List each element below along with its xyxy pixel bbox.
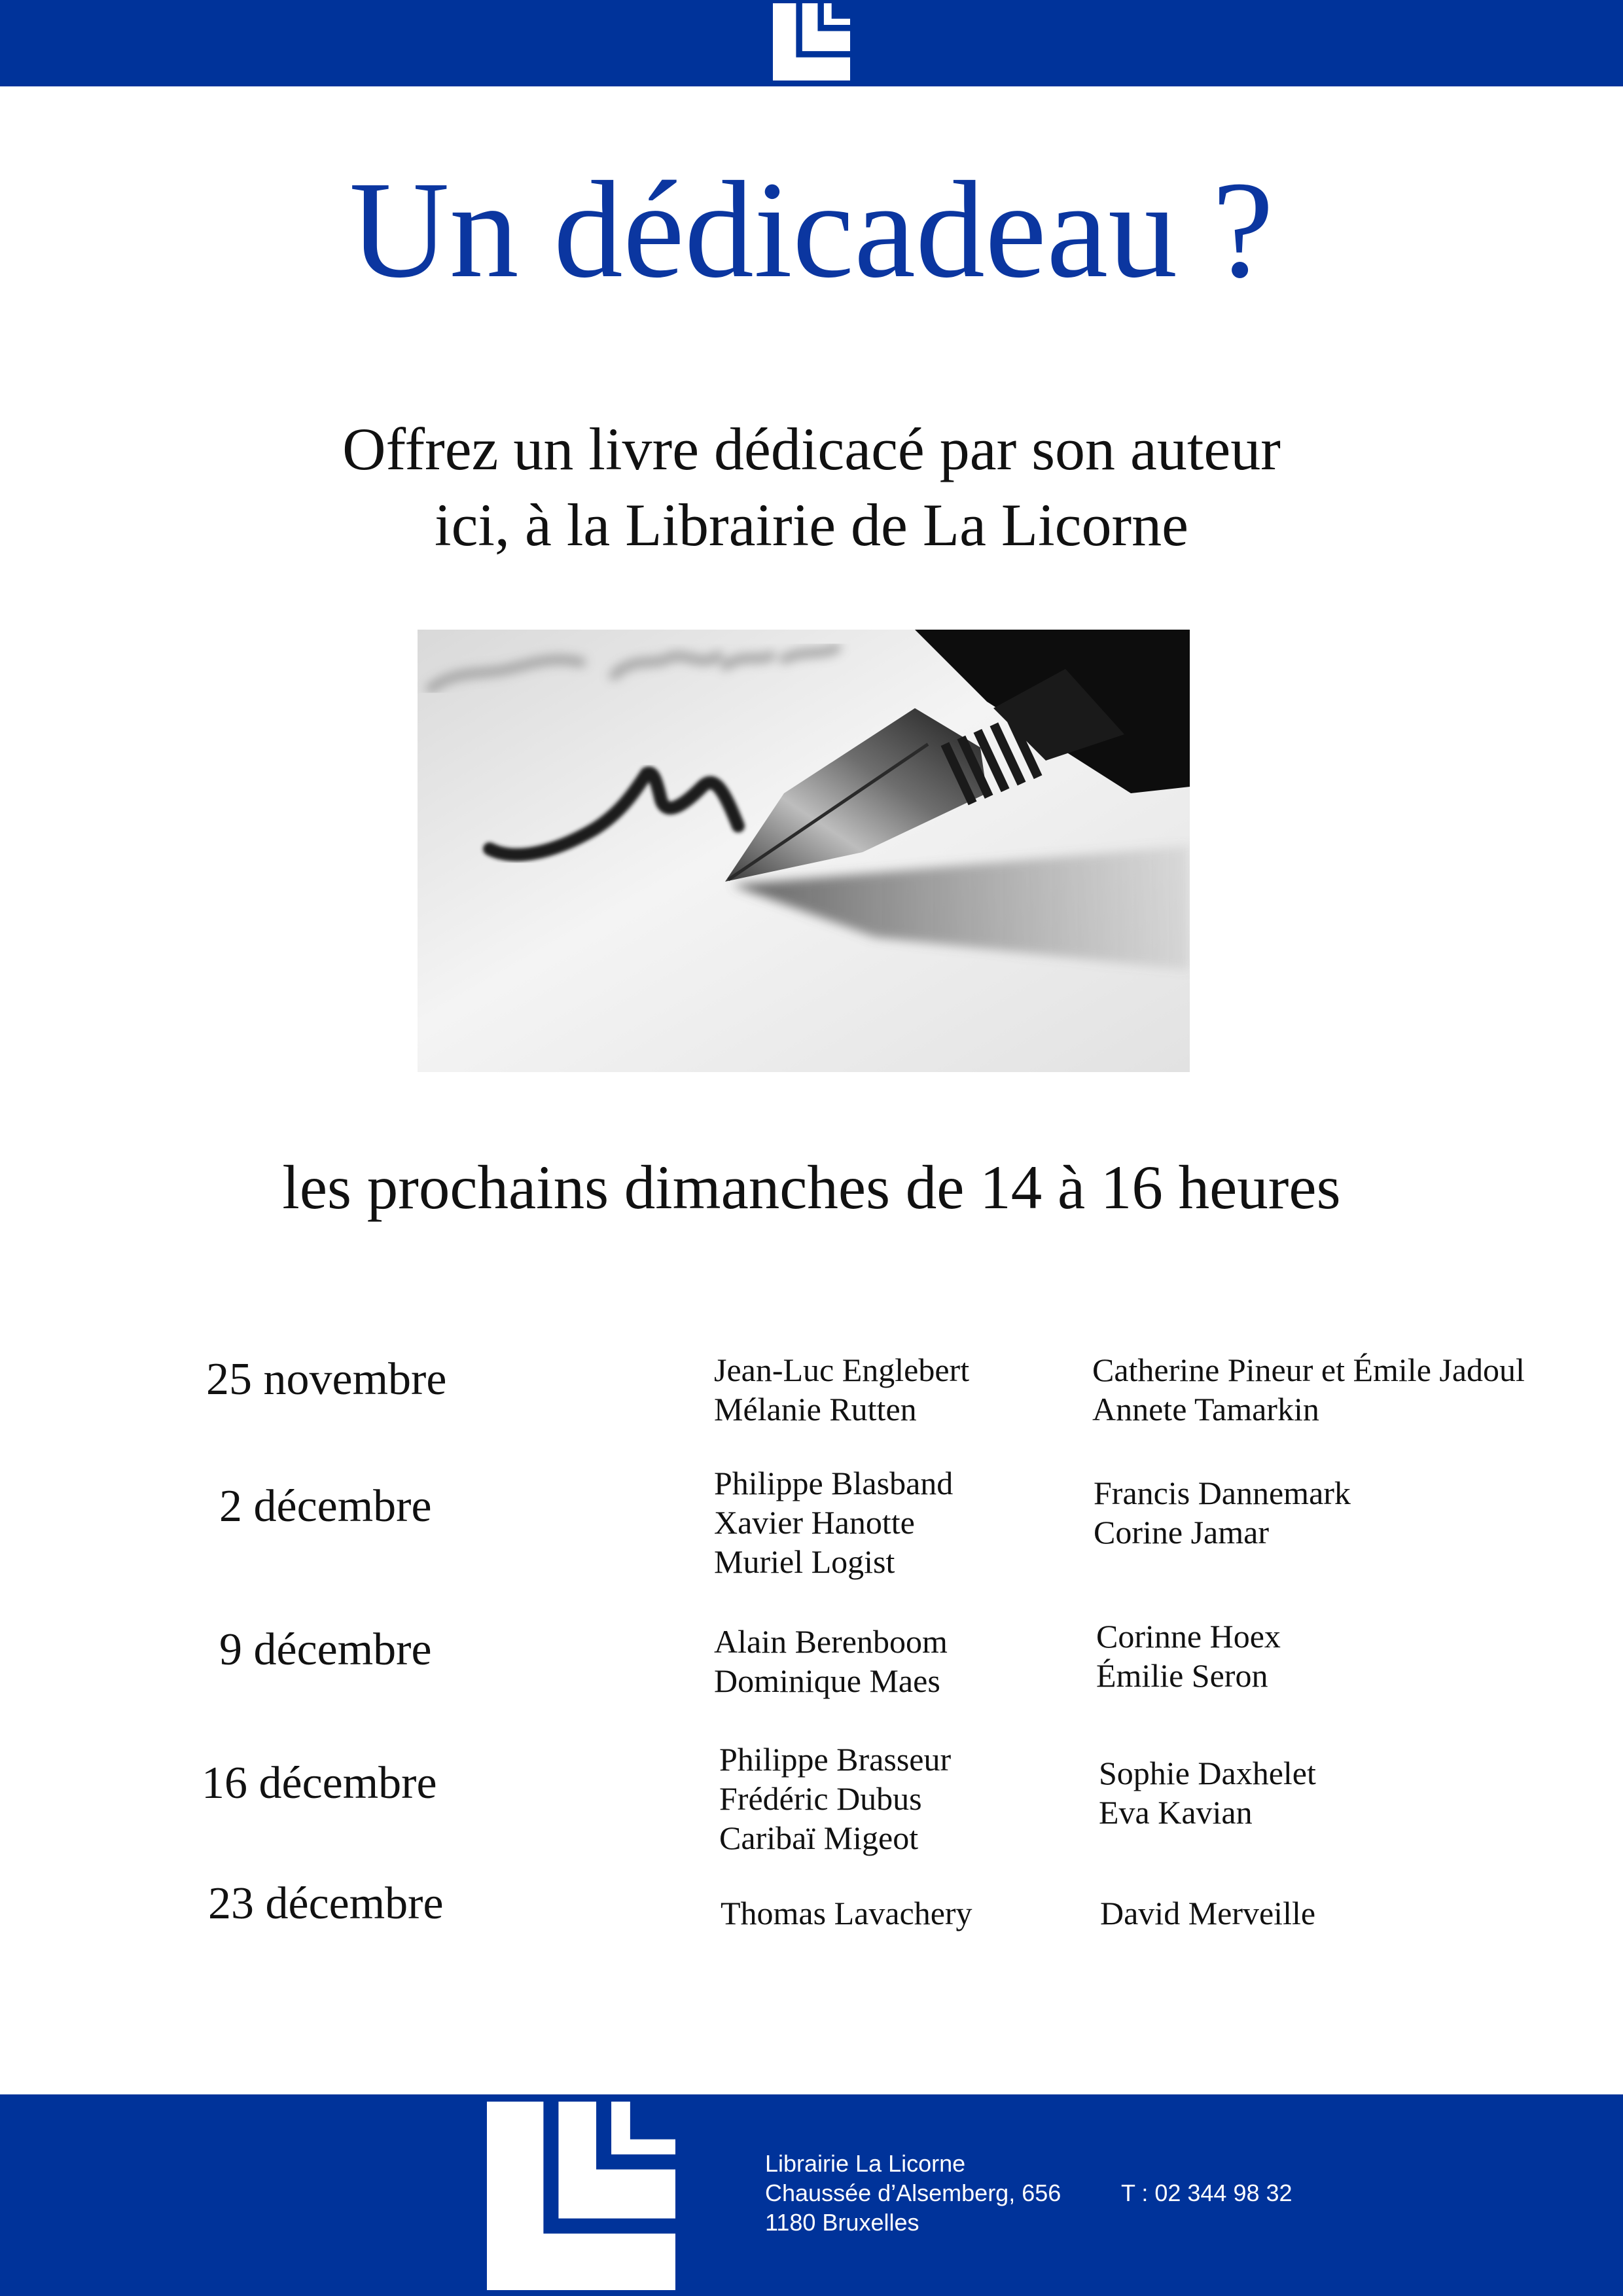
author-name: David Merveille (1100, 1895, 1316, 1931)
author-name: Catherine Pineur et Émile Jadoul (1092, 1352, 1525, 1388)
author-name: Annete Tamarkin (1092, 1391, 1319, 1427)
schedule-authors-3a (714, 1622, 948, 1700)
author-name: Sophie Daxhelet (1099, 1755, 1316, 1791)
schedule-authors-1a (714, 1350, 969, 1429)
librairie-logo-icon (487, 2101, 675, 2291)
schedule-date-3: 9 décembre (219, 1624, 432, 1675)
schedule-authors-5a (721, 1893, 972, 1933)
schedule-authors-4a (719, 1740, 951, 1857)
author-name: Muriel Logist (714, 1543, 895, 1580)
subtitle (0, 411, 1623, 563)
author-name: Corinne Hoex (1096, 1618, 1281, 1655)
schedule-authors-2a (714, 1463, 953, 1581)
schedule-date-1: 25 novembre (206, 1354, 447, 1405)
fountain-pen-photo (418, 630, 1190, 1072)
schedule-date-2: 2 décembre (219, 1481, 432, 1532)
footer-street: Chaussée d’Alsemberg, 656 (765, 2179, 1061, 2206)
author-name: Caribaï Migeot (719, 1820, 919, 1856)
schedule-date-5: 23 décembre (208, 1878, 444, 1929)
footer-name: Librairie La Licorne (765, 2150, 966, 2177)
schedule-authors-4b (1099, 1753, 1316, 1832)
footer-address (765, 2149, 1061, 2237)
librairie-logo-icon (773, 3, 850, 81)
author-name: Mélanie Rutten (714, 1391, 917, 1427)
author-name: Francis Dannemark (1094, 1475, 1351, 1511)
subtitle-line-2: ici, à la Librairie de La Licorne (435, 492, 1188, 558)
author-name: Eva Kavian (1099, 1794, 1253, 1831)
schedule-authors-2b (1094, 1473, 1351, 1552)
author-name: Jean-Luc Englebert (714, 1352, 970, 1388)
author-name: Dominique Maes (714, 1662, 940, 1699)
author-name: Corine Jamar (1094, 1514, 1269, 1551)
schedule-date-4: 16 décembre (202, 1758, 437, 1808)
schedule-authors-5b (1100, 1893, 1315, 1933)
author-name: Philippe Blasband (714, 1465, 954, 1501)
author-name: Émilie Seron (1096, 1657, 1268, 1694)
schedule-authors-3b (1096, 1617, 1281, 1695)
author-name: Thomas Lavachery (721, 1895, 972, 1931)
subtitle-line-1: Offrez un livre dédicacé par son auteur (342, 416, 1281, 482)
footer-city: 1180 Bruxelles (765, 2209, 919, 2236)
schedule-authors-1b (1092, 1350, 1525, 1429)
author-name: Philippe Brasseur (719, 1741, 952, 1778)
author-name: Frédéric Dubus (719, 1780, 922, 1817)
page-title: Un dédicadeau ? (349, 152, 1274, 306)
footer-phone: T : 02 344 98 32 (1121, 2179, 1293, 2206)
author-name: Xavier Hanotte (714, 1504, 915, 1541)
author-name: Alain Berenboom (714, 1623, 948, 1660)
schedule-intro: les prochains dimanches de 14 à 16 heures (282, 1153, 1341, 1222)
